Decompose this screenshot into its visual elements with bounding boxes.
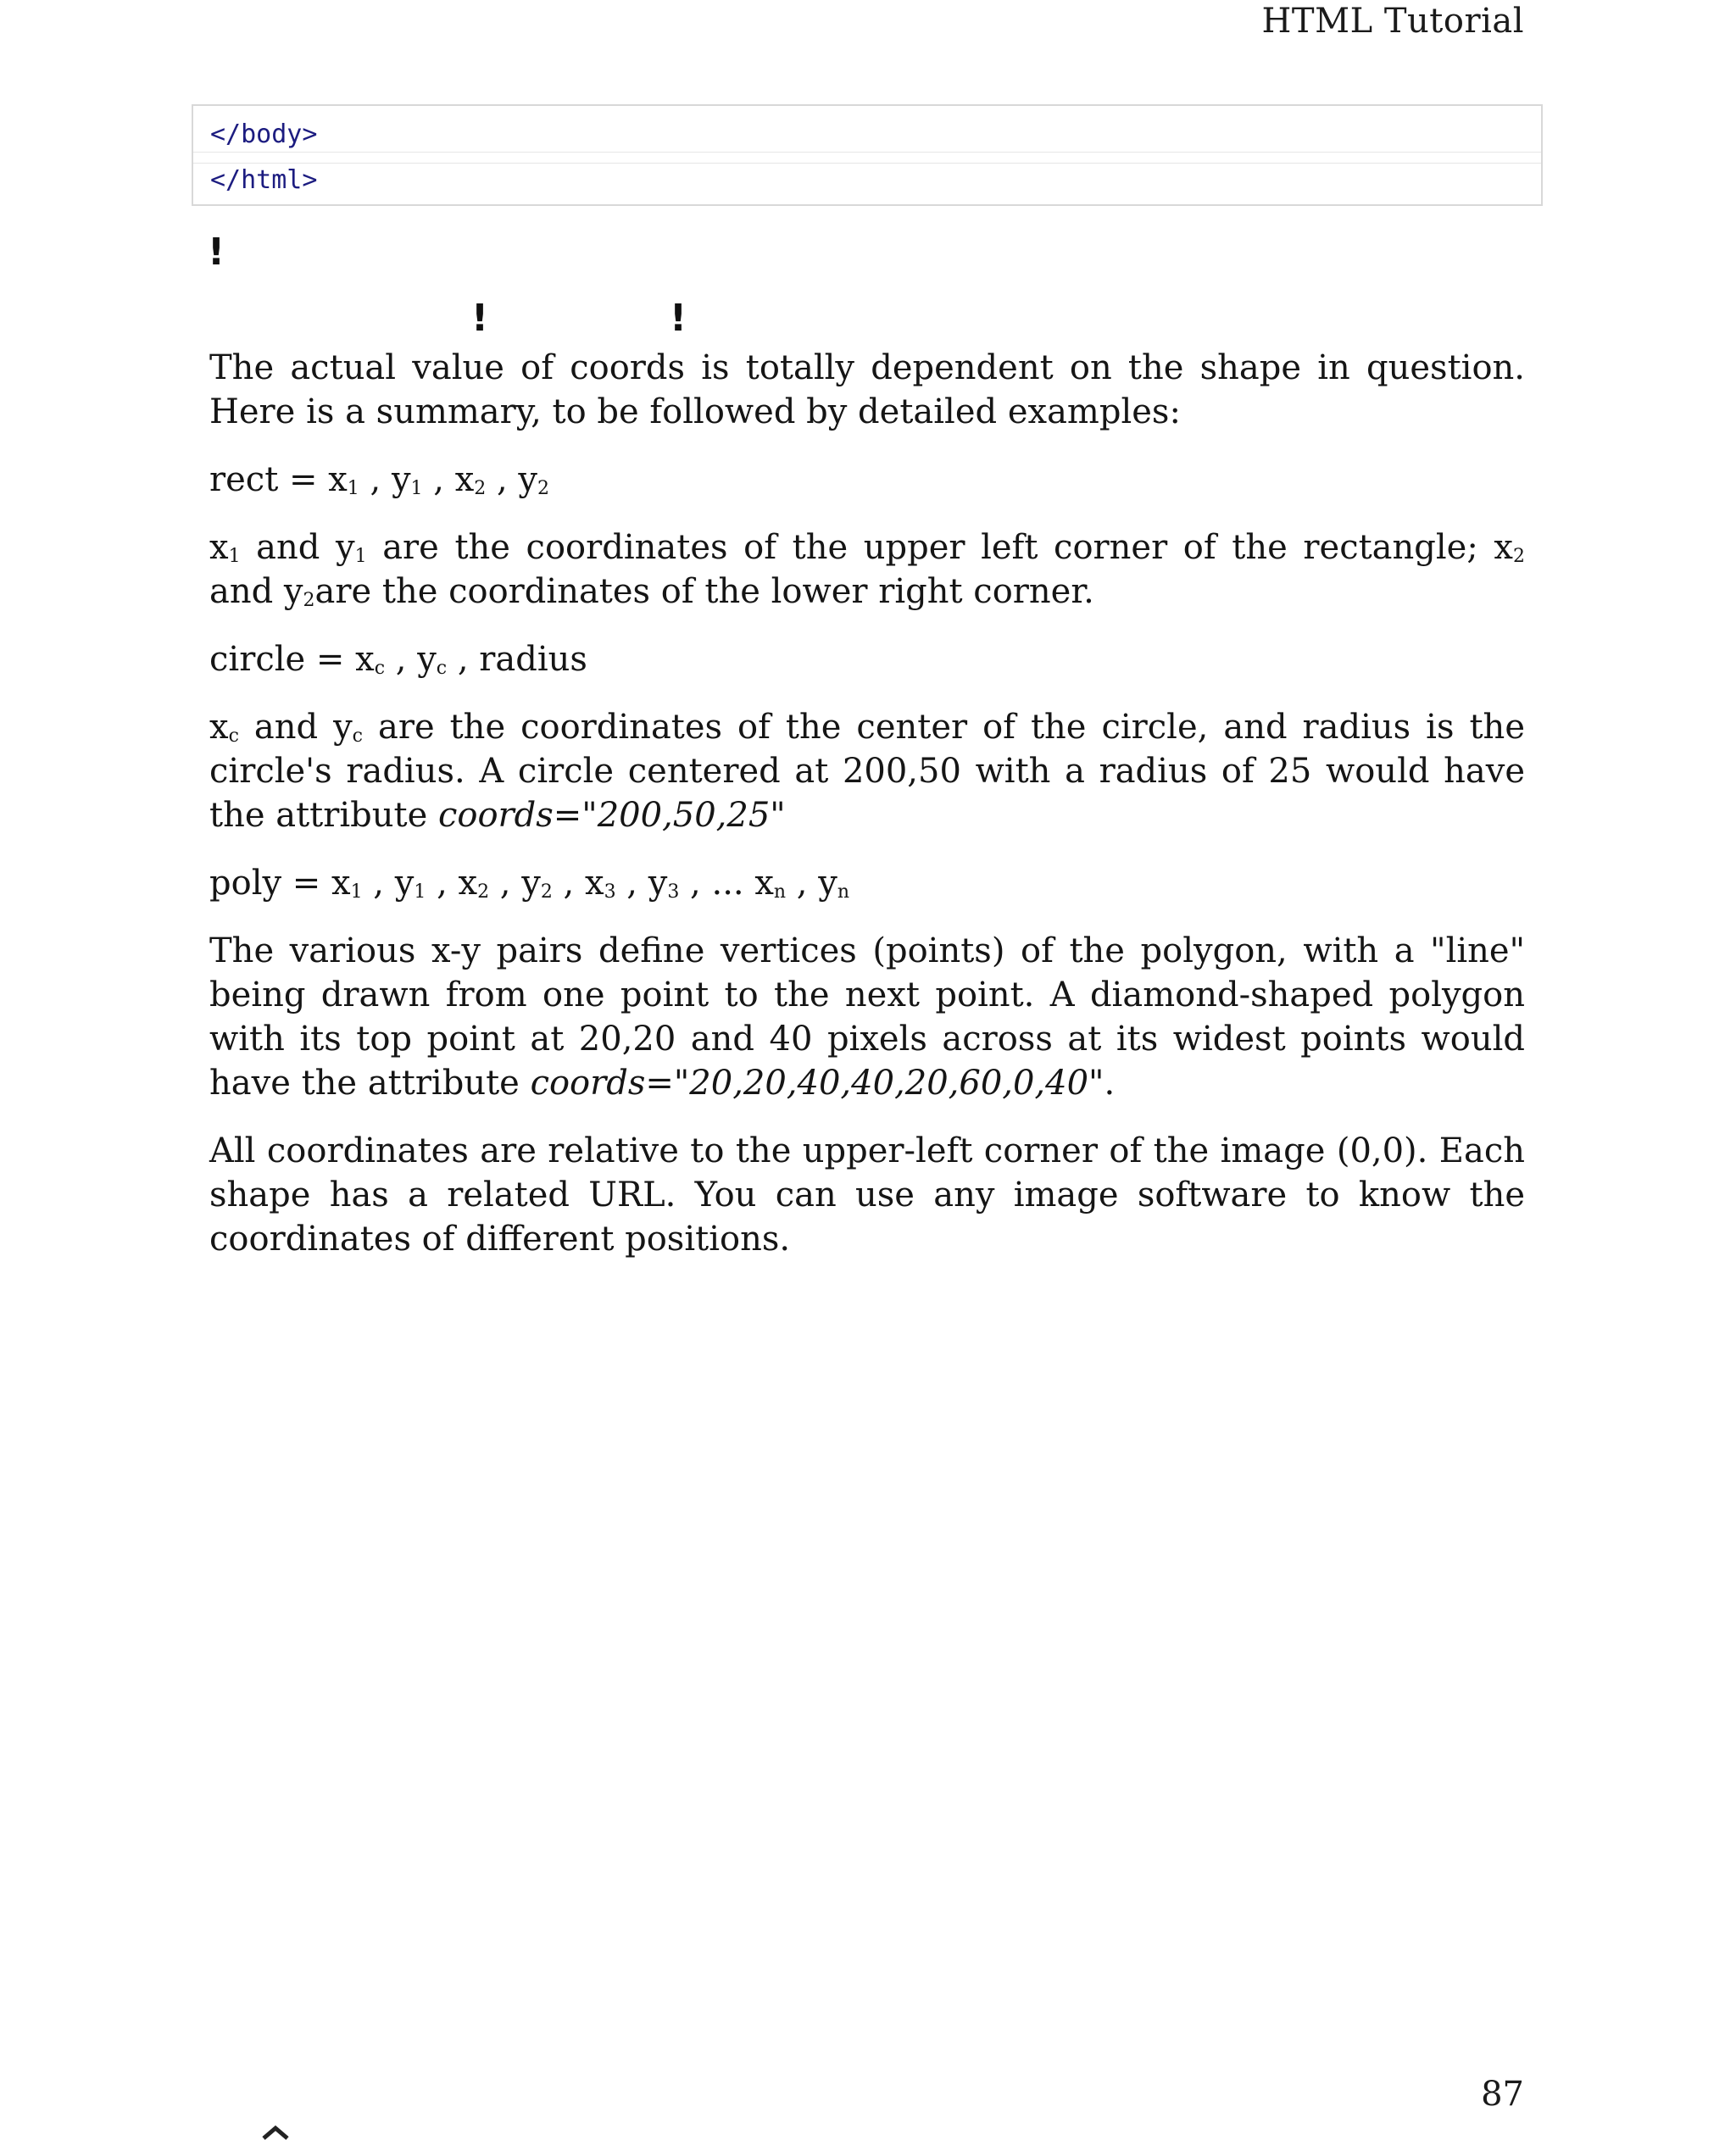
code-block-divider [193,152,1541,164]
chevron-up-icon[interactable] [259,2123,292,2140]
exclamation-mark: ! [471,297,489,340]
coords-example: coords="200,50,25" [437,796,786,835]
rect-formula: rect = $x_1$ , $y_1$ , $x_2$ , $y_2$ [209,460,550,499]
page-body [209,346,1525,1285]
coords-example: coords="20,20,40,40,20,60,0,40" [530,1064,1104,1103]
page-number: 87 [1481,2075,1524,2114]
code-block [192,104,1543,206]
code-line: </body> [210,120,318,149]
exclamation-mark: ! [208,231,225,274]
code-line: </html> [210,165,318,195]
rect-description: $x_1$ and $y_1$ are the coordinates of the upper left corner of the rectangle; $x_2$ and $y_2are$ the coordinates of the lower right corner. [209,528,1525,611]
coordinates-note: All coordinates are relative to the upper-left corner of the image (0,0). Each shape has a related URL. You can use any image software to know the coordinates of different positions. [209,1131,1525,1259]
intro-paragraph: The actual value of coords is totally dependent on the shape in question. Here is a summary, to be followed by detailed examples: [209,348,1525,431]
running-header: HTML Tutorial [1261,2,1524,41]
circle-formula: circle = $x_c$ , $y_c$ , radius [209,640,587,679]
exclamation-mark: ! [670,297,687,340]
poly-description: The various x-y pairs define vertices (points) of the polygon, with a "line" being drawn from one point to the next point. A diamond-shaped polygon with its top point at 20,20 and 40 pixels across at its widest points would have the attribute coords="20,20,40,40,20,60,0,40". [209,931,1525,1103]
poly-formula: poly = $x_1$ , $y_1$ , $x_2$ , $y_2$ , $x_3$ , $y_3$ , ... $x_n$ , $y_n$ [209,864,850,903]
circle-description: $x_c$ and $y_c$ are the coordinates of the center of the circle, and radius is the circle's radius. A circle centered at 200,50 with a radius of 25 would have the attribute coords="200,50,25" [209,708,1525,835]
